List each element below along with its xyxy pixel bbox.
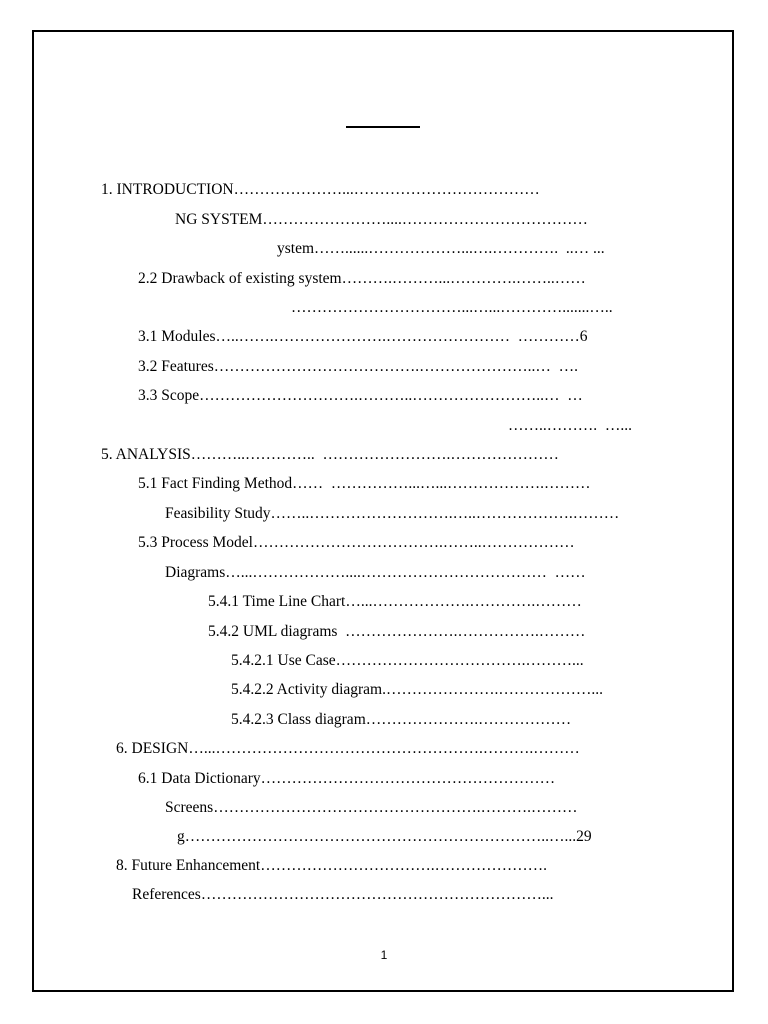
toc-entry-references: References…………………………………………………………... xyxy=(132,886,554,903)
toc-entry-diagrams: Diagrams…...………………....……………………………… …… xyxy=(165,564,586,581)
toc-entry-class-diagram: 5.4.2.3 Class diagram………………….……………… xyxy=(231,711,572,728)
toc-entry-dots-short: ……..………. …... xyxy=(508,417,632,434)
toc-entry-process-model: 5.3 Process Model……………………………….……..……………… xyxy=(138,534,575,551)
toc-entry-uml-diagrams: 5.4.2 UML diagrams ………………….…………….……… xyxy=(208,623,586,640)
toc-entry-analysis: 5. ANALYSIS………..………….. …………………….………………… xyxy=(101,446,559,463)
toc-entry-future-enhancement: 8. Future Enhancement…………………………….…………………. xyxy=(116,857,547,874)
toc-entry-testing: g……………………………………………………………..…...29 xyxy=(177,828,592,845)
toc-entry-existing-system: NG SYSTEM……………………....……………………………… xyxy=(175,211,588,228)
toc-entry-features: 3.2 Features………………………………….…………………..… …. xyxy=(138,358,579,375)
toc-entry-time-line-chart: 5.4.1 Time Line Chart…...……………….………….……… xyxy=(208,593,582,610)
toc-entry-feasibility: Feasibility Study……..……………………….…..……………….……… xyxy=(165,505,620,522)
toc-entry-screens: Screens…………………………………………….……….……… xyxy=(165,799,578,816)
toc-entry-design: 6. DESIGN…...…………………………………………….……….……… xyxy=(116,740,580,757)
page-number: 1 xyxy=(380,948,388,962)
toc-entry-dots-line: ……………………………...…...………….......….. xyxy=(291,299,613,316)
toc-entry-system: ystem……......………………...….…………. ..… ... xyxy=(277,240,605,257)
toc-entry-activity-diagram: 5.4.2.2 Activity diagram.………………….………………... xyxy=(231,681,603,698)
toc-entry-fact-finding: 5.1 Fact Finding Method…… ……………...…...……………….……… xyxy=(138,475,591,492)
toc-entry-drawback: 2.2 Drawback of existing system……….………...………….……..…… xyxy=(138,270,586,287)
toc-entry-scope: 3.3 Scope………………………….………..……………………..… … xyxy=(138,387,583,404)
title-underline xyxy=(346,126,420,128)
toc-entry-data-dictionary: 6.1 Data Dictionary………………………………………………… xyxy=(138,770,556,787)
toc-entry-modules: 3.1 Modules…..…….………………….…………………… …………6 xyxy=(138,328,588,345)
toc-entry-introduction: 1. INTRODUCTION…………………...……………………………… xyxy=(101,181,540,198)
toc-entry-use-case: 5.4.2.1 Use Case……………………………….………... xyxy=(231,652,584,669)
